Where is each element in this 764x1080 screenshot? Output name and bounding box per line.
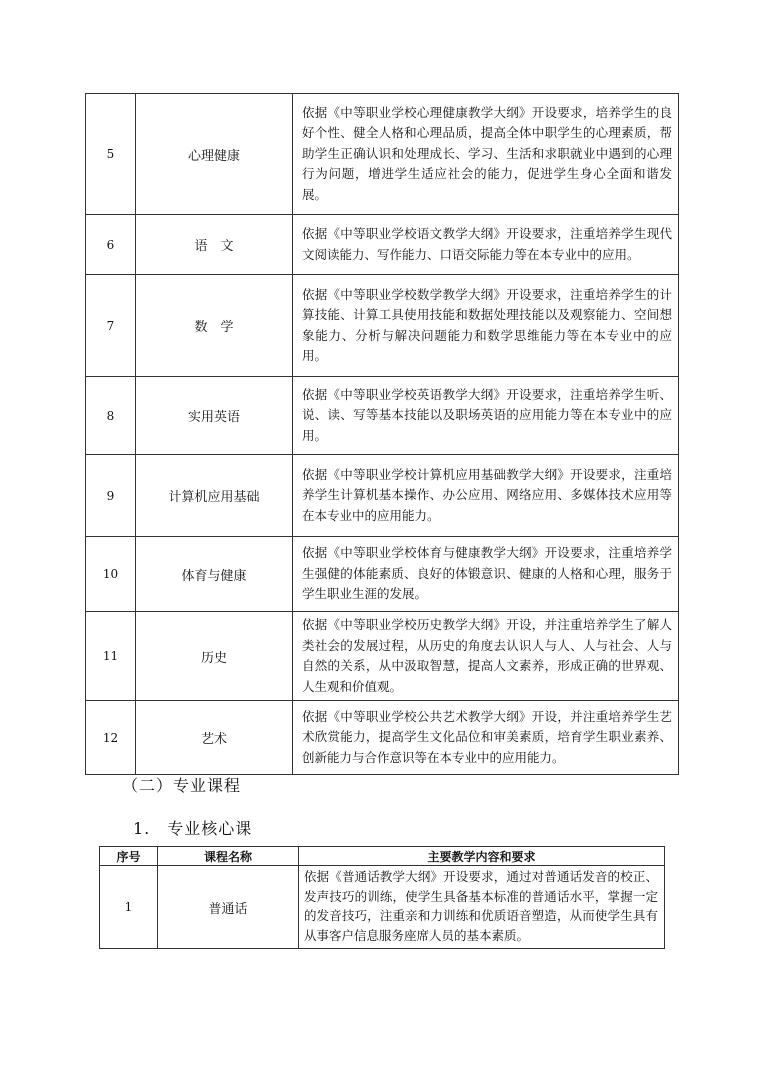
header-course-name: 课程名称 xyxy=(158,847,299,866)
course-name: 艺术 xyxy=(136,701,293,775)
row-number: 11 xyxy=(86,612,136,701)
row-number: 9 xyxy=(86,455,136,537)
table-row xyxy=(86,455,679,537)
table-row xyxy=(86,612,679,701)
course-name: 语 文 xyxy=(136,215,293,275)
course-description: 依据《中等职业学校历史教学大纲》开设，并注重培养学生了解人类社会的发展过程，从历史的角度去认识人与人、人与社会、人与自然的关系，从中汲取智慧，提高人文素养，形成正确的世界观、人生观和价值观。 xyxy=(293,612,679,701)
row-number: 8 xyxy=(86,377,136,455)
row-number: 1 xyxy=(100,866,158,949)
sub-heading: 1. 专业核心课 xyxy=(133,819,253,838)
course-description: 依据《中等职业学校数学教学大纲》开设要求，注重培养学生的计算技能、计算工具使用技能和数据处理技能以及观察能力、空间想象能力、分析与解决问题能力和数学思维能力等在本专业中的应用。 xyxy=(293,275,679,377)
row-number: 6 xyxy=(86,215,136,275)
course-name: 普通话 xyxy=(158,866,299,949)
row-number: 12 xyxy=(86,701,136,775)
table-row xyxy=(86,377,679,455)
course-name: 历史 xyxy=(136,612,293,701)
section-heading: （二）专业课程 xyxy=(122,776,242,795)
header-content: 主要教学内容和要求 xyxy=(299,847,665,866)
table-row xyxy=(86,701,679,775)
course-description: 依据《中等职业学校计算机应用基础教学大纲》开设要求，注重培养学生计算机基本操作、办公应用、网络应用、多媒体技术应用等在本专业中的应用能力。 xyxy=(293,455,679,537)
table-row xyxy=(100,866,665,949)
course-description: 依据《中等职业学校英语教学大纲》开设要求，注重培养学生听、说、读、写等基本技能以及职场英语的应用能力等在本专业中的应用。 xyxy=(293,377,679,455)
core-courses-table xyxy=(99,846,665,949)
header-number: 序号 xyxy=(100,847,158,866)
table-row xyxy=(86,537,679,612)
course-description: 依据《中等职业学校体育与健康教学大纲》开设要求，注重培养学生强健的体能素质、良好的体锻意识、健康的人格和心理，服务于学生职业生涯的发展。 xyxy=(293,537,679,612)
table-row xyxy=(86,275,679,377)
row-number: 5 xyxy=(86,94,136,215)
row-number: 10 xyxy=(86,537,136,612)
table-row xyxy=(86,94,679,215)
table-row xyxy=(86,215,679,275)
course-name: 体育与健康 xyxy=(136,537,293,612)
course-description: 依据《中等职业学校公共艺术教学大纲》开设，并注重培养学生艺术欣赏能力，提高学生文化品位和审美素质，培育学生职业素养、创新能力与合作意识等在本专业中的应用能力。 xyxy=(293,701,679,775)
course-description: 依据《中等职业学校心理健康教学大纲》开设要求，培养学生的良好个性、健全人格和心理品质，提高全体中职学生的心理素质，帮助学生正确认识和处理成长、学习、生活和求职就业中遇到的心理行为问题，增进学生适应社会的能力，促进学生身心全面和谐发展。 xyxy=(293,94,679,215)
general-courses-table xyxy=(85,93,679,775)
table-header-row xyxy=(100,847,665,866)
course-description: 依据《普通话教学大纲》开设要求，通过对普通话发音的校正、发声技巧的训练，使学生具备基本标准的普通话水平，掌握一定的发音技巧，注重亲和力训练和优质语音塑造，从而使学生具有从事客户信息服务座席人员的基本素质。 xyxy=(299,866,665,949)
row-number: 7 xyxy=(86,275,136,377)
course-name: 计算机应用基础 xyxy=(136,455,293,537)
course-description: 依据《中等职业学校语文教学大纲》开设要求，注重培养学生现代文阅读能力、写作能力、口语交际能力等在本专业中的应用。 xyxy=(293,215,679,275)
course-name: 数 学 xyxy=(136,275,293,377)
course-name: 心理健康 xyxy=(136,94,293,215)
course-name: 实用英语 xyxy=(136,377,293,455)
